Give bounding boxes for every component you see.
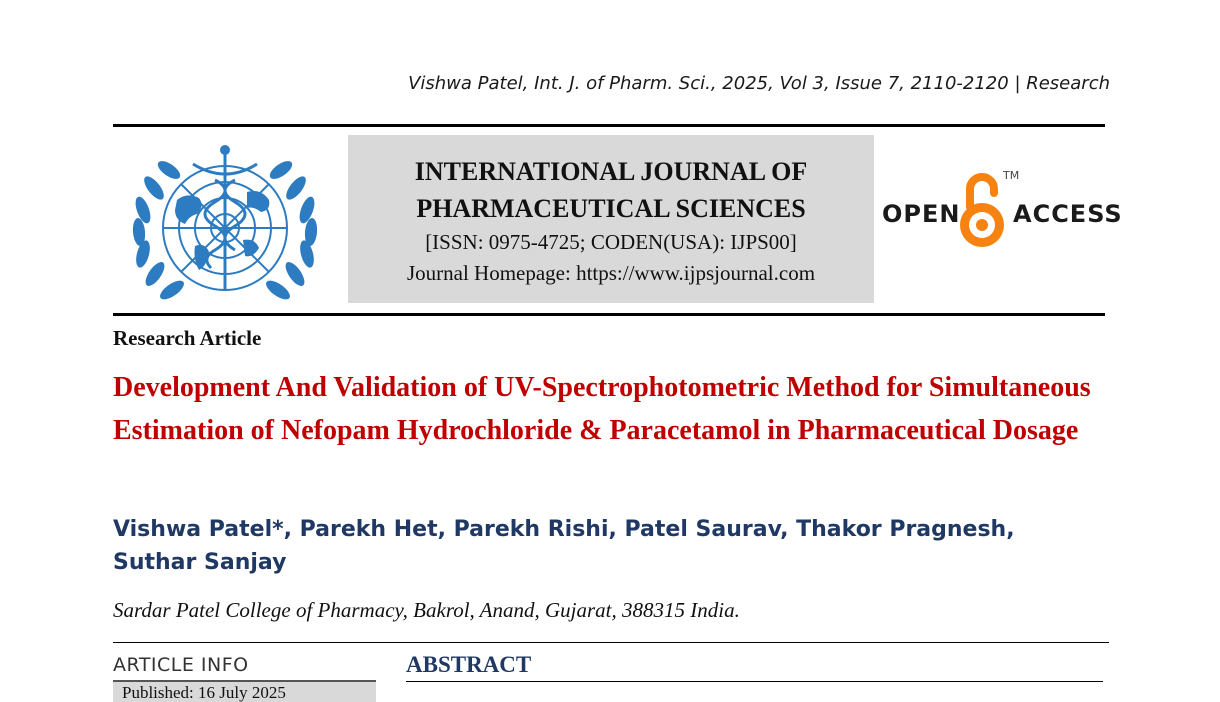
article-info-heading: ARTICLE INFO bbox=[113, 654, 249, 676]
article-title: Development And Validation of UV-Spectrophotometric Method for Simultaneous Estimation of Nefopam Hydrochloride & Paracetamol in Pharmaceutical Dosage bbox=[113, 372, 1091, 446]
trademark-label: TM bbox=[1003, 169, 1020, 182]
journal-name-line1: INTERNATIONAL JOURNAL OF bbox=[414, 157, 808, 186]
journal-citation: Vishwa Patel, Int. J. of Pharm. Sci., 2025, Vol 3, Issue 7, 2110-2120 | Research bbox=[408, 73, 1110, 94]
article-authors: Vishwa Patel*, Parekh Het, Parekh Rishi, Patel Saurav, Thakor Pragnesh, Suthar Sanjay bbox=[113, 517, 1015, 575]
journal-masthead bbox=[348, 135, 874, 303]
section-divider bbox=[113, 642, 1109, 643]
abstract-rule bbox=[406, 681, 1103, 682]
published-date: Published: 16 July 2025 bbox=[113, 682, 376, 702]
journal-name-line2: PHARMACEUTICAL SCIENCES bbox=[416, 194, 806, 223]
article-type-label: Research Article bbox=[113, 326, 262, 350]
access-label: ACCESS bbox=[1013, 200, 1123, 228]
top-rule bbox=[113, 124, 1105, 127]
un-emblem-icon bbox=[127, 140, 323, 306]
journal-issn: [ISSN: 0975-4725; CODEN(USA): IJPS00] bbox=[425, 230, 797, 254]
open-access-lock-icon bbox=[956, 167, 1008, 251]
masthead-bottom-rule bbox=[113, 313, 1105, 316]
open-label: OPEN bbox=[882, 200, 961, 228]
author-affiliation: Sardar Patel College of Pharmacy, Bakrol, Anand, Gujarat, 388315 India. bbox=[113, 598, 740, 622]
journal-homepage: Journal Homepage: https://www.ijpsjournal.com bbox=[406, 261, 816, 285]
open-access-badge bbox=[880, 165, 1123, 255]
abstract-heading: ABSTRACT bbox=[406, 652, 532, 677]
